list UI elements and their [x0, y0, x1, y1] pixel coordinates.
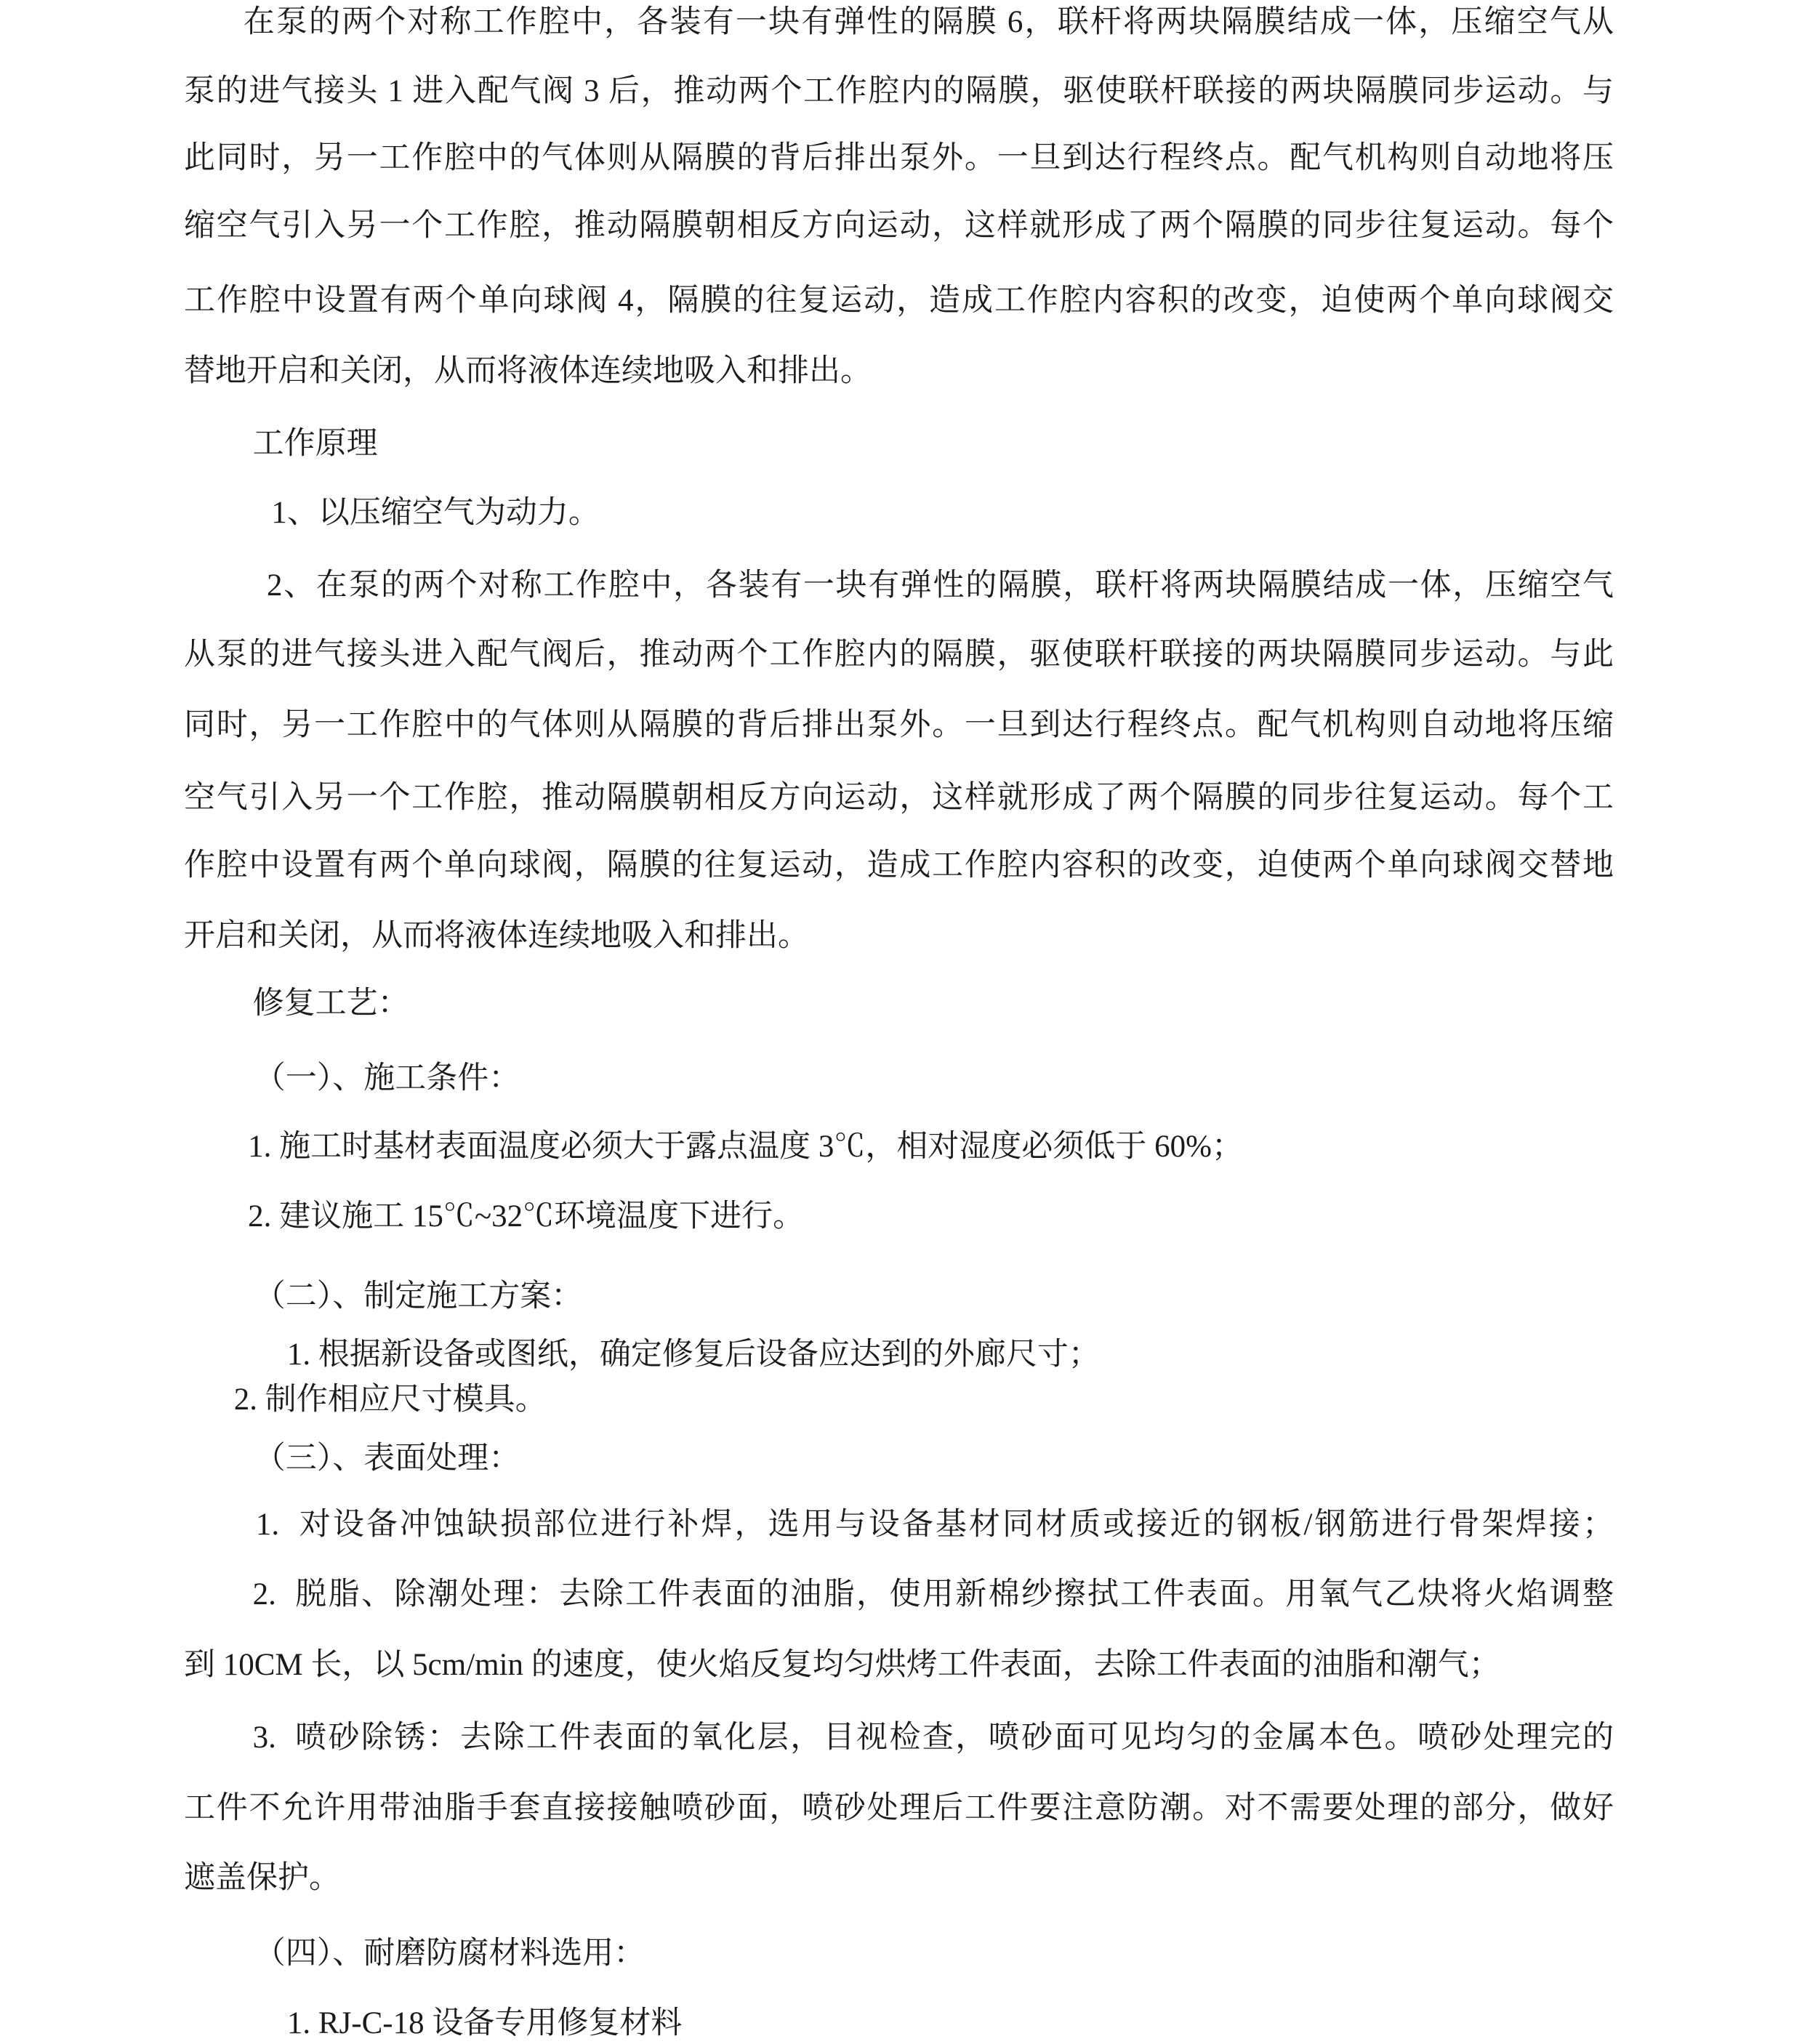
text-line: 2、在泵的两个对称工作腔中，各装有一块有弹性的隔膜，联杆将两块隔膜结成一体，压缩空气	[266, 568, 1614, 603]
text-line: 工件不允许用带油脂手套直接接触喷砂面，喷砂处理后工件要注意防潮。对不需要处理的部分，做好	[184, 1791, 1614, 1825]
text-line: （三）、表面处理：	[254, 1441, 520, 1476]
text-line: 工作原理	[252, 427, 378, 461]
text-line: 缩空气引入另一个工作腔，推动隔膜朝相反方向运动，这样就形成了两个隔膜的同步往复运动。每个	[184, 209, 1614, 243]
text-line: 在泵的两个对称工作腔中，各装有一块有弹性的隔膜 6，联杆将两块隔膜结成一体，压缩空气从	[243, 5, 1614, 39]
text-line: 2. 制作相应尺寸模具。	[233, 1383, 547, 1417]
text-line: 2. 脱脂、除潮处理：去除工件表面的油脂，使用新棉纱擦拭工件表面。用氧气乙炔将火焰调整	[252, 1577, 1614, 1612]
text-line: 1、以压缩空气为动力。	[271, 496, 600, 530]
text-line: （四）、耐磨防腐材料选用：	[254, 1936, 645, 1971]
text-line: （二）、制定施工方案：	[254, 1279, 583, 1313]
text-line: 工作腔中设置有两个单向球阀 4，隔膜的往复运动，造成工作腔内容积的改变，迫使两个单向球阀交	[184, 283, 1614, 318]
text-line: 遮盖保护。	[184, 1861, 340, 1895]
text-line: 从泵的进气接头进入配气阀后，推动两个工作腔内的隔膜，驱使联杆联接的两块隔膜同步运动。与此	[184, 637, 1614, 672]
text-line: （一）、施工条件：	[254, 1061, 520, 1095]
text-line: 1. 根据新设备或图纸，确定修复后设备应达到的外廊尺寸；	[286, 1337, 1100, 1372]
text-line: 到 10CM 长，以 5cm/min 的速度，使火焰反复均匀烘烤工件表面，去除工件表面的油脂和潮气；	[184, 1648, 1500, 1682]
text-line: 修复工艺：	[252, 986, 409, 1021]
text-line: 3. 喷砂除锈：去除工件表面的氧化层，目视检查，喷砂面可见均匀的金属本色。喷砂处理完的	[252, 1721, 1614, 1755]
text-line: 2. 建议施工 15℃~32℃环境温度下进行。	[248, 1199, 805, 1234]
text-line: 1. 对设备冲蚀缺损部位进行补焊，选用与设备基材同材质或接近的钢板/钢筋进行骨架焊接；	[255, 1508, 1614, 1542]
text-line: 开启和关闭，从而将液体连续地吸入和排出。	[184, 919, 809, 953]
text-line: 1. 施工时基材表面温度必须大于露点温度 3℃，相对湿度必须低于 60%；	[248, 1130, 1243, 1164]
text-line: 作腔中设置有两个单向球阀，隔膜的往复运动，造成工作腔内容积的改变，迫使两个单向球阀交替地	[184, 848, 1614, 882]
text-line: 空气引入另一个工作腔，推动隔膜朝相反方向运动，这样就形成了两个隔膜的同步往复运动。每个工	[184, 781, 1614, 815]
text-line: 同时，另一工作腔中的气体则从隔膜的背后排出泵外。一旦到达行程终点。配气机构则自动地将压缩	[184, 708, 1614, 742]
text-line: 此同时，另一工作腔中的气体则从隔膜的背后排出泵外。一旦到达行程终点。配气机构则自动地将压	[184, 141, 1614, 175]
text-line: 1. RJ-C-18 设备专用修复材料	[286, 2006, 683, 2040]
text-line: 替地开启和关闭，从而将液体连续地吸入和排出。	[184, 354, 872, 388]
text-line: 泵的进气接头 1 进入配气阀 3 后，推动两个工作腔内的隔膜，驱使联杆联接的两块隔膜同步运动。与	[184, 74, 1614, 108]
